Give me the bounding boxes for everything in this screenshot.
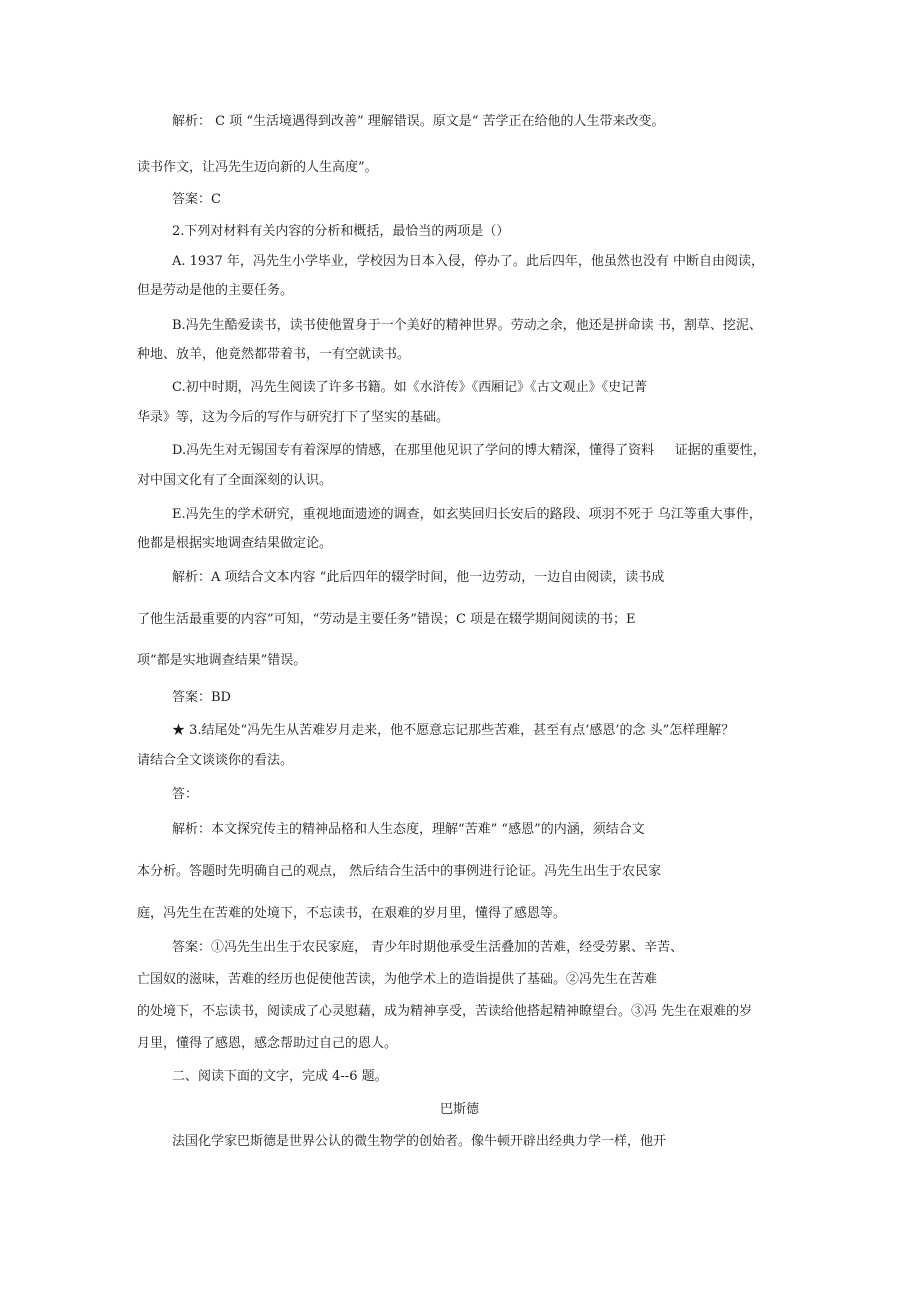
article-title: 巴斯德: [440, 1102, 480, 1117]
article-paragraph-1: 法国化学家巴斯德是世界公认的微生物学的创始者。像牛顿开辟出经典力学一样，他开: [172, 1134, 667, 1149]
option-b-line1: B.冯先生酷爱读书，读书使他置身于一个美好的精神世界。劳动之余，他还是拼命读 书，割草、挖泥、: [172, 318, 762, 333]
answer-q3-line4: 月里，懂得了感恩，感念帮助过自己的恩人。: [137, 1036, 398, 1051]
answer-label-q3: 答：: [172, 787, 199, 802]
option-e-line2: 他都是根据实地调查结果做定论。: [137, 536, 333, 551]
option-c-line1: C.初中时期，冯先生阅读了许多书籍。如《水浒传》《西厢记》《古文观止》《史记菁: [172, 380, 648, 395]
analysis-q2-line2: 了他生活最重要的内容”可知，“劳动是主要任务”错误；C 项是在辍学期间阅读的书；E: [137, 612, 636, 627]
option-a-line1: A. 1937 年，冯先生小学毕业，学校因为日本入侵，停办了。此后四年，他虽然也没有 中断自由阅读，: [172, 254, 765, 269]
question-2: 2.下列对材料有关内容的分析和概括，最恰当的两项是（）: [172, 224, 510, 239]
section-heading: 二、阅读下面的文字，完成 4--6 题。: [172, 1069, 388, 1084]
option-d-line2: 对中国文化有了全面深刻的认识。: [137, 473, 333, 488]
answer-q2: 答案：BD: [172, 690, 231, 705]
option-b-line2: 种地、放羊，他竟然都带着书，一有空就读书。: [137, 347, 411, 362]
analysis-q1-line1: 解析： C 项 “生活境遇得到改善” 理解错误。原文是“ 苦学正在给他的人生带来改变。: [172, 114, 665, 129]
answer-q1: 答案：C: [172, 192, 221, 207]
analysis-q3-line3: 庭，冯先生在苦难的处境下，不忘读书，在艰难的岁月里，懂得了感恩等。: [137, 906, 567, 921]
analysis-q3-line1: 解析：本文探究传主的精神品格和人生态度，理解“苦难” “感恩”的内涵，须结合文: [172, 822, 645, 837]
analysis-q2-line3: 项“都是实地调查结果”错误。: [137, 653, 307, 668]
option-a-line2: 但是劳动是他的主要任务。: [137, 283, 294, 298]
option-c-line2: 华录》等，这为今后的写作与研究打下了坚实的基础。: [137, 410, 450, 425]
answer-q3-line1: 答案：①冯先生出生于农民家庭， 青少年时期他承受生活叠加的苦难，经受劳累、辛苦、: [172, 940, 684, 955]
answer-q3-line3: 的处境下，不忘读书，阅读成了心灵慰藉，成为精神享受，苦读给他搭起精神瞭望台。③冯 先生在艰难的岁: [137, 1004, 753, 1019]
analysis-q3-line2: 本分析。答题时先明确自己的观点， 然后结合生活中的事例进行论证。冯先生出生于农民家: [137, 864, 662, 879]
analysis-q2-line1: 解析：A 项结合文本内容 “此后四年的辍学时间，他一边劳动，一边自由阅读，读书成: [172, 570, 665, 585]
option-e-line1: E.冯先生的学术研究，重视地面遗迹的调查，如玄奘回归长安后的路段、项羽不死于 乌江等重大事件，: [172, 507, 762, 522]
question-3-line1: ★ 3.结尾处“冯先生从苦难岁月走来，他不愿意忘记那些苦难，甚至有点‘感恩’的念 头”怎样理解？: [172, 723, 735, 738]
analysis-q1-line2: 读书作文，让冯先生迈向新的人生高度”。: [137, 160, 378, 175]
option-d-line1: D.冯先生对无锡国专有着深厚的情感，在那里他见识了学问的博大精深，懂得了资料 证据的重要性，: [172, 443, 766, 458]
question-3-line2: 请结合全文谈谈你的看法。: [137, 753, 294, 768]
answer-q3-line2: 亡国奴的滋味，苦难的经历也促使他苦读，为他学术上的造诣提供了基础。②冯先生在苦难: [137, 972, 658, 987]
